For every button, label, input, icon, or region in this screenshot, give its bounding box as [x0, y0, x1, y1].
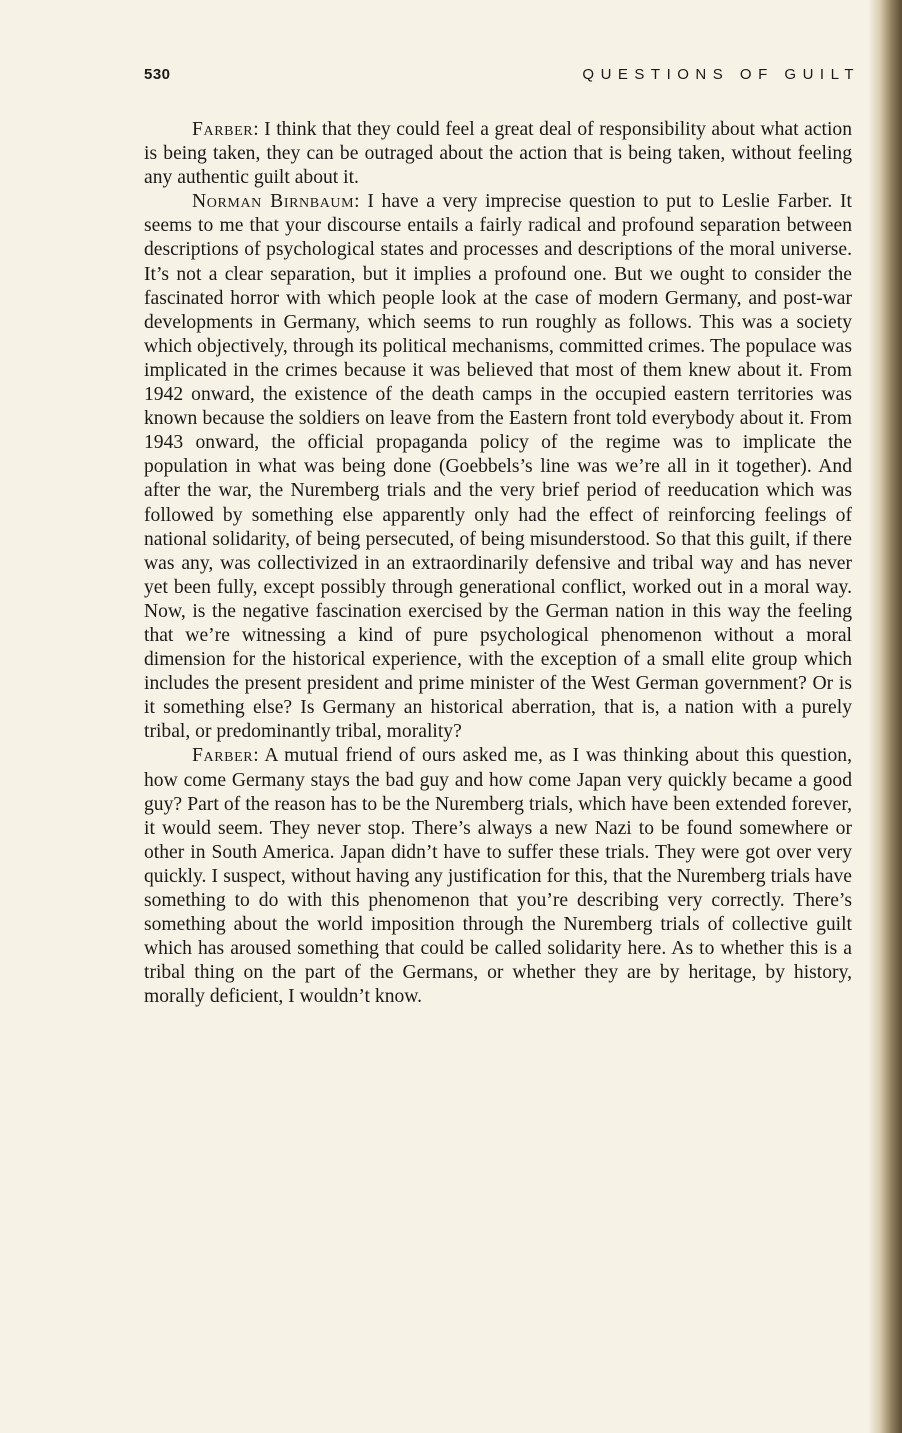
- speaker-name: Norman Birnbaum: [192, 191, 355, 213]
- speaker-name: Farber: [192, 745, 254, 767]
- paragraph: Farber: A mutual friend of ours asked me, as I was thinking about this question, how come Germany stays the bad guy and how come Japan very quickly became a good guy? Part of the reason has to be the Nuremberg trials, which have been extended forever, it would seem. They never stop. There’s always a new Nazi to be found somewhere or other in South America. Japan didn’t have to suffer these trials. They were got over very quickly. I suspect, without having any justification for this, that the Nuremberg trials have something to do with this phenomenon that you’re describing very correctly. There’s something about the world imposition through the Nuremberg trials of collective guilt which has aroused something that could be called solidarity here. As to whether this is a tribal thing on the part of the Germans, or whether they are by heritage, by history, morally deficient, I wouldn’t know.: [144, 745, 852, 1008]
- paragraph-text: A mutual friend of ours asked me, as I was thinking about this question, how come Germany stays the bad guy and how come Japan very quickly became a good guy? Part of the reason has to be the Nuremberg trials, which have been extended forever, it would seem. They never stop. There’s always a new Nazi to be found somewhere or other in South America. Japan didn’t have to suffer these trials. They were got over very quickly. I suspect, without having any justification for this, that the Nuremberg trials have something to do with this phenomenon that you’re describing very correctly. There’s something about the world imposition through the Nuremberg trials of collective guilt which has aroused something that could be called solidarity here. As to whether this is a tribal thing on the part of the Germans, or whether they are by heritage, by history, morally deficient, I wouldn’t know.: [144, 745, 852, 1008]
- page-number: 530: [144, 66, 171, 83]
- running-title: QUESTIONS OF GUILT: [582, 66, 860, 83]
- dialogue-body: [144, 118, 852, 1009]
- paragraph: Norman Birnbaum: I have a very imprecise question to put to Leslie Farber. It seems to me that your discourse entails a fairly radical and profound separation between descriptions of psychological states and processes and descriptions of the moral universe. It’s not a clear separation, but it implies a profound one. But we ought to consider the fascinated horror with which people look at the case of modern Germany, and post-war developments in Germany, which seems to run roughly as follows. This was a society which objectively, through its political mechanisms, committed crimes. The populace was implicated in the crimes because it was believed that most of them knew about it. From 1942 onward, the existence of the death camps in the occupied eastern territories was known because the soldiers on leave from the Eastern front told everybody about it. From 1943 onward, the official propaganda policy of the regime was to implicate the population in what was being done (Goebbels’s line was we’re all in it together). And after the war, the Nuremberg trials and the very brief period of reeducation which was followed by something else apparently only had the effect of reinforcing feelings of national solidarity, of being persecuted, of being misunderstood. So that this guilt, if there was any, was collectivized in an extraordinarily defensive and tribal way and has never yet been fully, except possibly through generational conflict, worked out in a moral way. Now, is the negative fascination exercised by the German nation in this way the feeling that we’re witnessing a kind of pure psychological phenomenon without a moral dimension for the historical experience, with the exception of a small elite group which includes the present president and prime minister of the West German government? Or is it something else? Is Germany an historical aberration, that is, a nation with a purely tribal, or predominantly tribal, morality?: [144, 191, 852, 743]
- page-header: [144, 66, 860, 88]
- book-spine-shadow: [868, 0, 902, 1433]
- paragraph-text: I think that they could feel a great deal of responsibility about what action is being taken, they can be outraged about the action that is being taken, without feeling any authentic guilt about it.: [144, 119, 852, 189]
- speaker-name: Farber: [192, 119, 254, 140]
- paragraph: Farber: I think that they could feel a great deal of responsibility about what action is being taken, they can be outraged about the action that is being taken, without feeling any authentic guilt about it.: [144, 119, 852, 189]
- paragraph-text: I have a very imprecise question to put to Leslie Farber. It seems to me that your discourse entails a fairly radical and profound separation between descriptions of psychological states and processes and descriptions of the moral universe. It’s not a clear separation, but it implies a profound one. But we ought to consider the fascinated horror with which people look at the case of modern Germany, and post-war developments in Germany, which seems to run roughly as follows. This was a society which objectively, through its political mechanisms, committed crimes. The populace was implicated in the crimes because it was believed that most of them knew about it. From 1942 onward, the existence of the death camps in the occupied eastern territories was known because the soldiers on leave from the Eastern front told everybody about it. From 1943 onward, the official propaganda policy of the regime was to implicate the population in what was being done (Goebbels’s line was we’re all in it together). And after the war, the Nuremberg trials and the very brief period of reeducation which was followed by something else apparently only had the effect of reinforcing feelings of national solidarity, of being persecuted, of being misunderstood. So that this guilt, if there was any, was collectivized in an extraordinarily defensive and tribal way and has never yet been fully, except possibly through generational conflict, worked out in a moral way. Now, is the negative fascination exercised by the German nation in this way the feeling that we’re witnessing a kind of pure psychological phenomenon without a moral dimension for the historical experience, with the exception of a small elite group which includes the present president and prime minister of the West German government? Or is it something else? Is Germany an historical aberration, that is, a nation with a purely tribal, or predominantly tribal, morality?: [144, 191, 852, 743]
